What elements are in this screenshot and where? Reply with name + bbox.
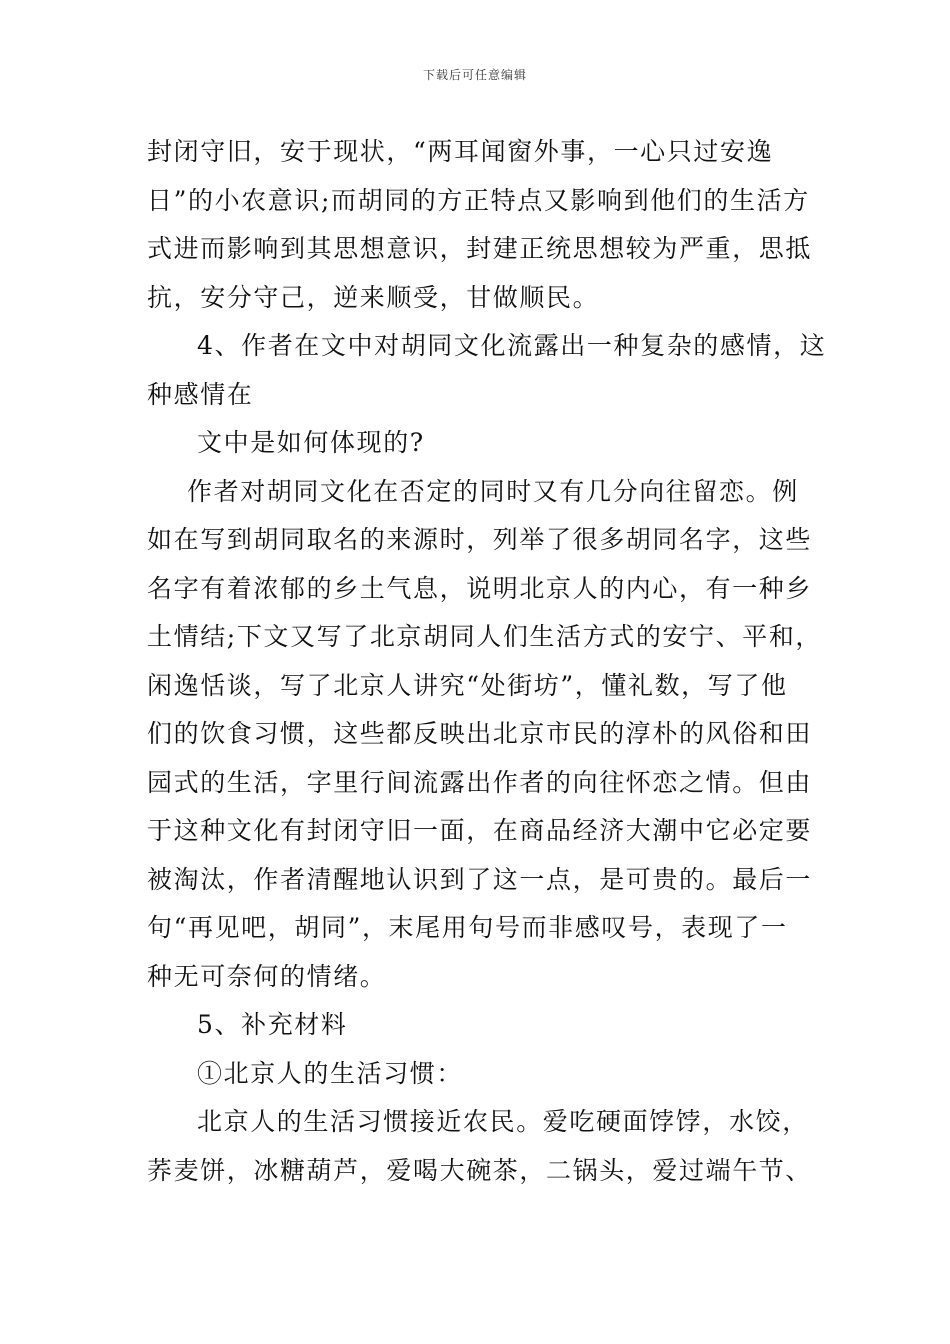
- text-line: 种感情在: [147, 379, 254, 409]
- text-line: 式进而影响到其思想意识，封建正统思想较为严重，思抵: [147, 234, 813, 263]
- text-line: 园式的生活，字里行间流露出作者的向往怀恋之情。但由: [147, 767, 813, 797]
- text-line: 句“再见吧，胡同”，末尾用句号而非感叹号，表现了一: [147, 913, 788, 942]
- text-line: 闲逸恬谈，写了北京人讲究“处街坊”，懂礼数，写了他: [147, 670, 788, 700]
- text-line: 名字有着浓郁的乡土气息，说明北京人的内心，有一种乡: [147, 573, 813, 603]
- text-line: 日”的小农意识;而胡同的方正特点又影响到他们的生活方: [147, 185, 810, 215]
- text-line: 如在写到胡同取名的来源时，列举了很多胡同名字，这些: [147, 525, 813, 554]
- paragraph-start: 北京人的生活习惯接近农民。爱吃硬面饽饽，水饺，: [197, 1107, 809, 1136]
- text-line: 文中是如何体现的?: [197, 428, 425, 457]
- text-line: 封闭守旧，安于现状，“两耳闻窗外事，一心只过安逸: [147, 137, 774, 166]
- question-heading: 4、作者在文中对胡同文化流露出一种复杂的感情，这: [197, 331, 827, 360]
- subsection-heading: ①北京人的生活习惯：: [197, 1058, 464, 1088]
- text-line: 荞麦饼，冰糖葫芦，爱喝大碗茶，二锅头，爱过端午节、: [147, 1155, 813, 1185]
- text-line: 们的饮食习惯，这些都反映出北京市民的淳朴的风俗和田: [147, 719, 813, 748]
- text-line: 种无可奈何的情绪。: [147, 961, 387, 991]
- document-body: [147, 128, 827, 1195]
- text-line: 于这种文化有封闭守旧一面，在商品经济大潮中它必定要: [147, 816, 813, 845]
- text-line: 抗，安分守己，逆来顺受，甘做顺民。: [147, 282, 600, 312]
- paragraph-start: 作者对胡同文化在否定的同时又有几分向往留恋。例: [187, 476, 799, 506]
- section-heading: 5、补充材料: [197, 1010, 348, 1039]
- text-line: 被淘汰，作者清醒地认识到了这一点，是可贵的。最后一: [147, 864, 813, 894]
- header-note: 下载后可任意编辑: [422, 68, 527, 82]
- text-line: 土情结;下文又写了北京胡同人们生活方式的安宁、平和，: [147, 622, 823, 651]
